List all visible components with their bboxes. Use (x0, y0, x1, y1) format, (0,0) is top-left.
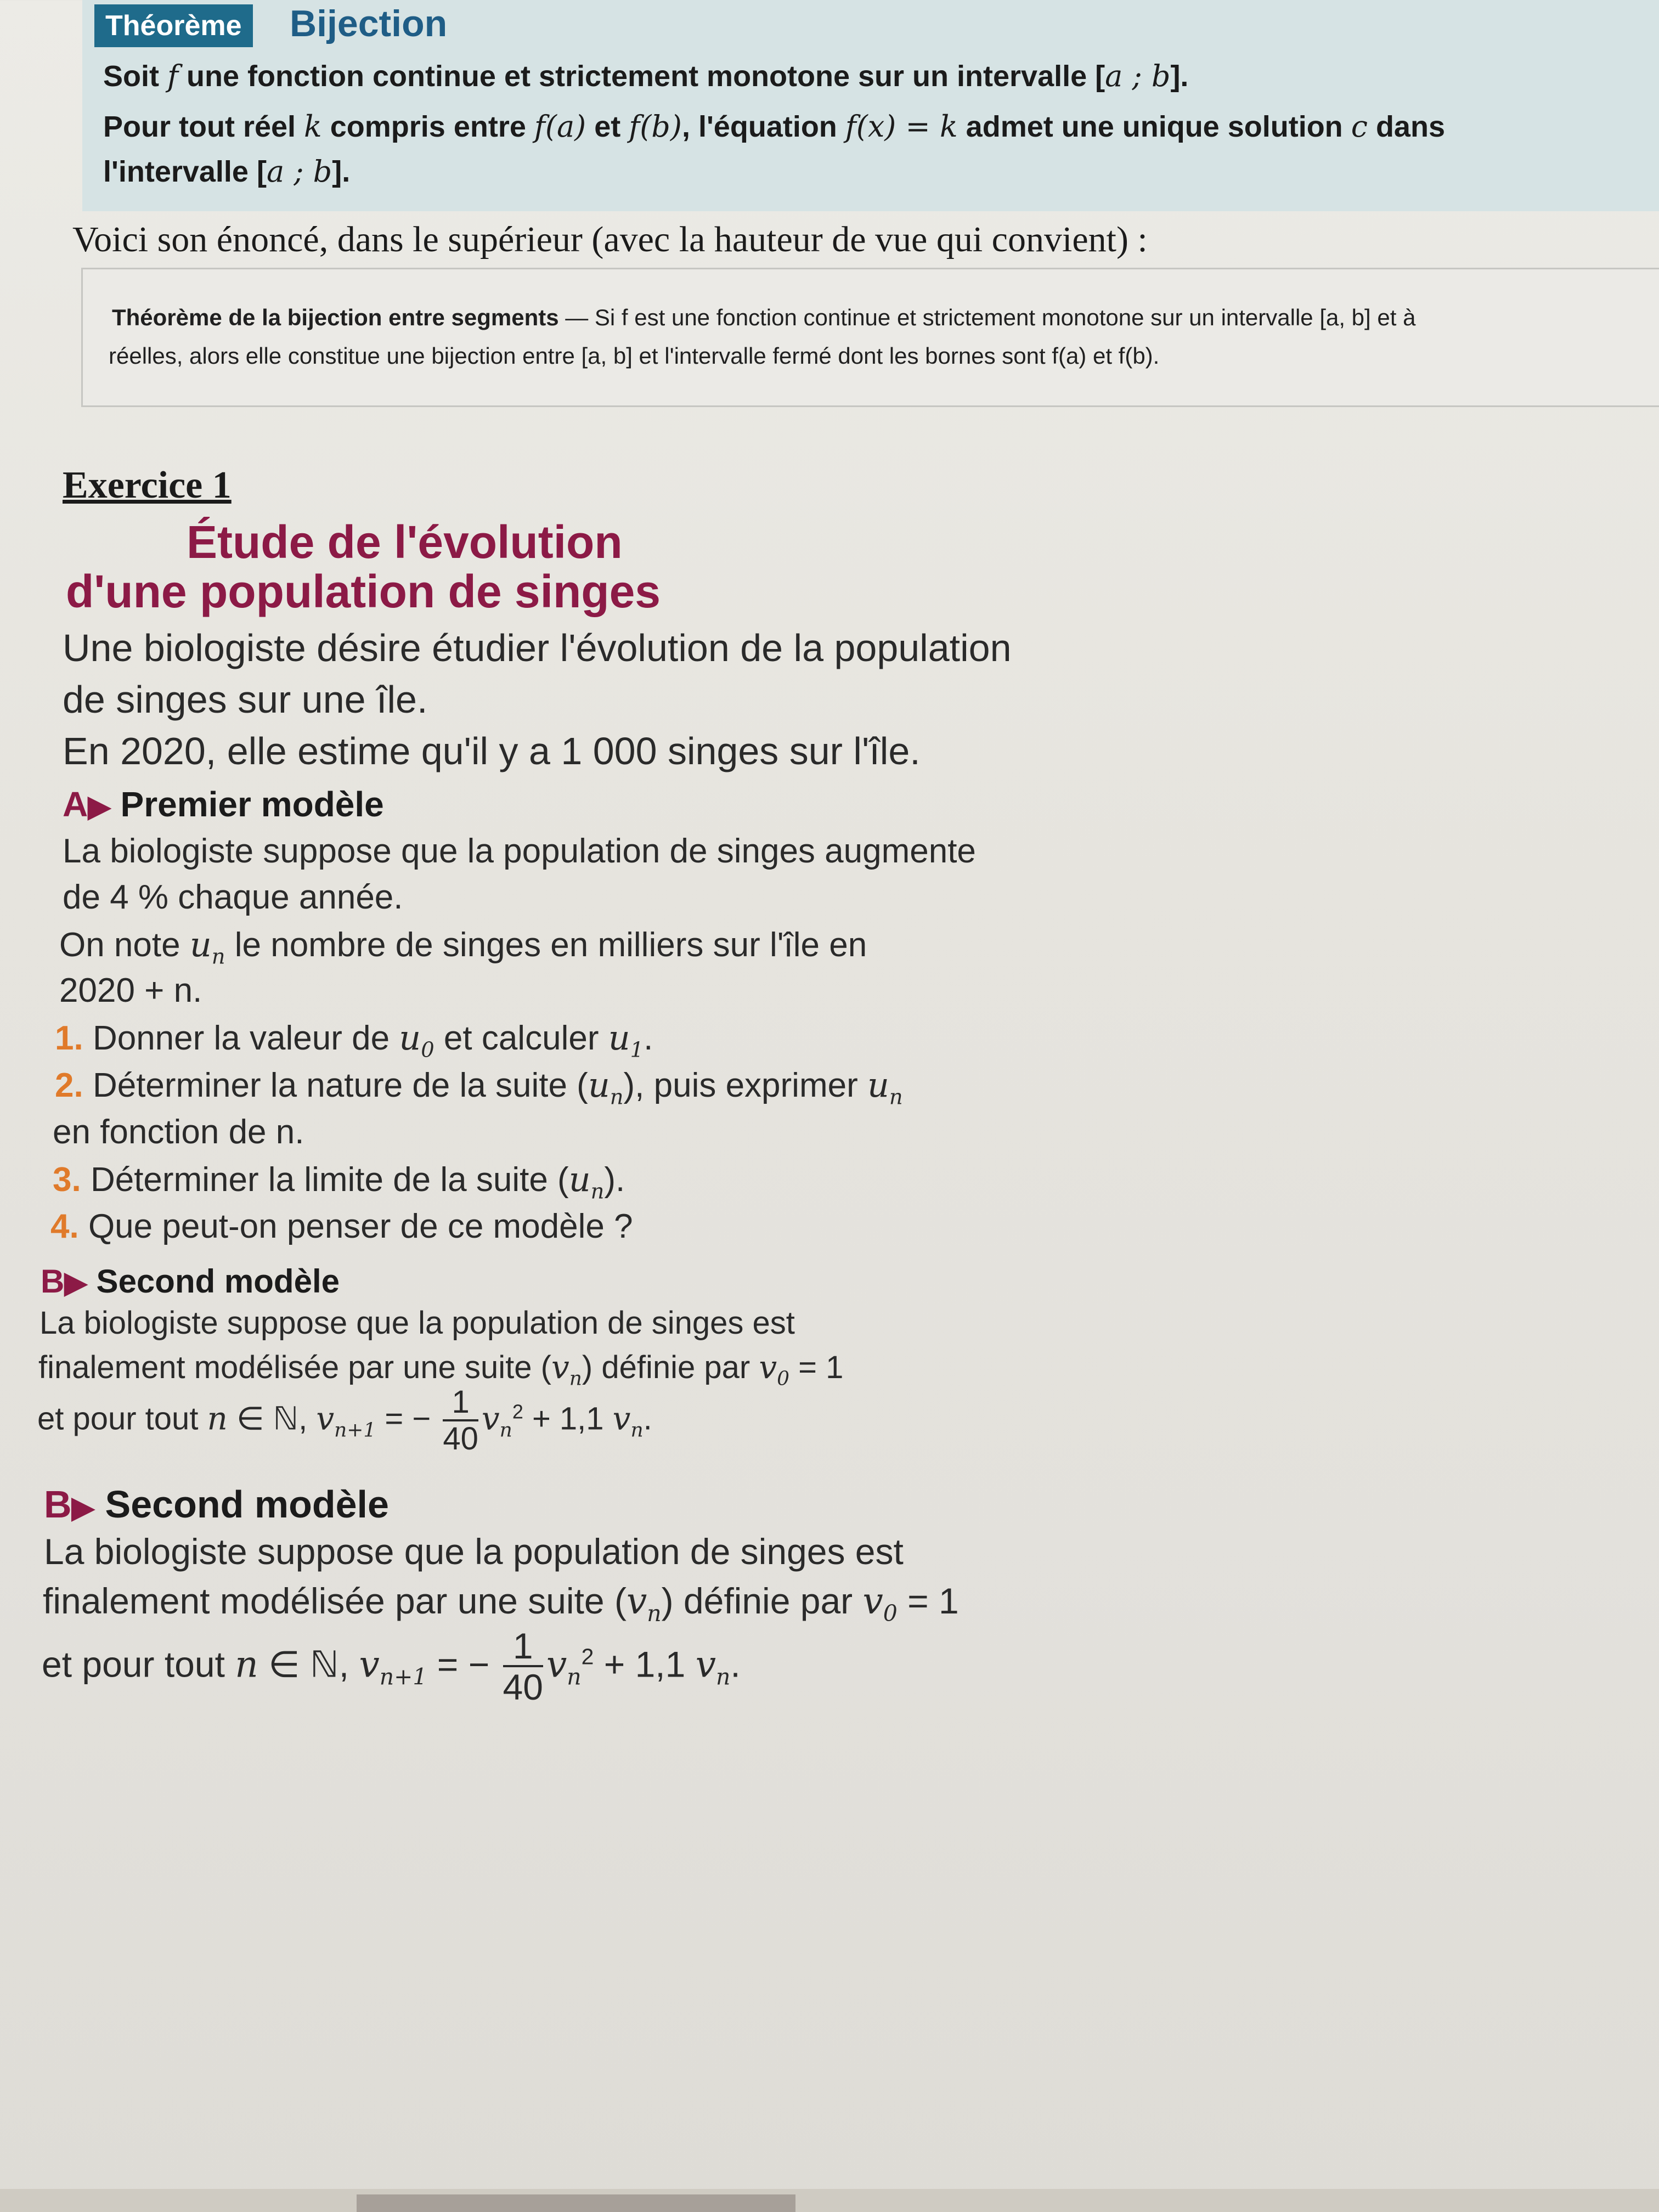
part-a-text-line-1: La biologiste suppose que la population de singes augmente (63, 832, 976, 870)
part-a-text-line-4: 2020 + n. (59, 972, 202, 1009)
fraction: $\frac{1}{40}$ (503, 1626, 543, 1708)
question-2-line-2: en fonction de n. (53, 1113, 304, 1151)
theorem-statement-line-3: l'intervalle [a ; b]. (103, 154, 351, 189)
exercise-title-line-1: Étude de l'évolution (187, 516, 623, 568)
part-a-text-line-3: On note $u_n$ le nombre de singes en milliers sur l'île en (59, 924, 867, 969)
exercise-title-line-2: d'une population de singes (66, 566, 661, 617)
question-3: 3. Déterminer la limite de la suite $(u_n)$. (53, 1159, 625, 1204)
fraction: $\frac{1}{40}$ (443, 1384, 478, 1457)
part-a-text-line-2: de 4 % chaque année. (63, 878, 403, 916)
part-b-repeat-recurrence: et pour tout n ∈ ℕ, $v_{n+1}$ = − $\frac{1}{40}$ $v_n^2 + 1,1$ $v_n$. (42, 1626, 741, 1708)
question-4: 4. Que peut-on penser de ce modèle ? (50, 1207, 633, 1245)
part-a-heading: A▶ Premier modèle (63, 785, 384, 824)
quote-line-1: Théorème de la bijection entre segments — Si f est une fonction continue et strictement monotone sur un intervalle [a, b] et à (112, 304, 1416, 330)
exercise-heading: Exercice 1 (63, 464, 232, 506)
theorem-tag: Théorème (94, 4, 253, 47)
part-b-heading-repeat: B▶ Second modèle (44, 1483, 389, 1526)
theorem-title: Bijection (290, 3, 448, 44)
arrow-right-icon: ▶ (88, 790, 111, 823)
part-b-line-2: finalement modélisée par une suite $(v_n)$ définie par $v_0 = 1$ (38, 1348, 844, 1390)
question-1: 1. Donner la valeur de $u_0$ et calculer $u_1$. (55, 1018, 653, 1063)
part-b-recurrence: et pour tout n ∈ ℕ, $v_{n+1}$ = − $\frac{1}{40}$ $v_n^2 + 1,1$ $v_n$. (37, 1384, 652, 1457)
page-bottom-edge (0, 2189, 1659, 2212)
part-b-heading: B▶ Second modèle (41, 1263, 340, 1300)
part-b-repeat-line-2: finalement modélisée par une suite $(v_n)$ définie par $v_0 = 1$ (43, 1580, 959, 1627)
exercise-intro-line-1: Une biologiste désire étudier l'évolution de la population (63, 627, 1012, 669)
arrow-right-icon: ▶ (64, 1266, 87, 1299)
page-bottom-shadow (357, 2194, 795, 2212)
question-2: 2. Déterminer la nature de la suite $(u_n)$, puis exprimer $u_n$ (55, 1065, 903, 1110)
quote-line-2: réelles, alors elle constitue une bijection entre [a, b] et l'intervalle fermé dont les bornes sont f(a) et f(b). (109, 343, 1160, 369)
part-b-line-1: La biologiste suppose que la population de singes est (40, 1305, 795, 1341)
quote-title: Théorème de la bijection entre segments (112, 304, 559, 330)
intro-text: Voici son énoncé, dans le supérieur (avec la hauteur de vue qui convient) : (72, 219, 1148, 259)
theorem-statement-line-1: Soit f une fonction continue et strictement monotone sur un intervalle [a ; b]. (103, 59, 1189, 93)
part-b-repeat-line-1: La biologiste suppose que la population de singes est (44, 1531, 904, 1572)
theorem-statement-line-2: Pour tout réel k compris entre f(a) et f(b), l'équation f(x) = k admet une unique solution c dans (103, 109, 1445, 144)
arrow-right-icon: ▶ (71, 1491, 95, 1524)
exercise-intro-line-3: En 2020, elle estime qu'il y a 1 000 singes sur l'île. (63, 730, 921, 772)
exercise-intro-line-2: de singes sur une île. (63, 678, 428, 721)
